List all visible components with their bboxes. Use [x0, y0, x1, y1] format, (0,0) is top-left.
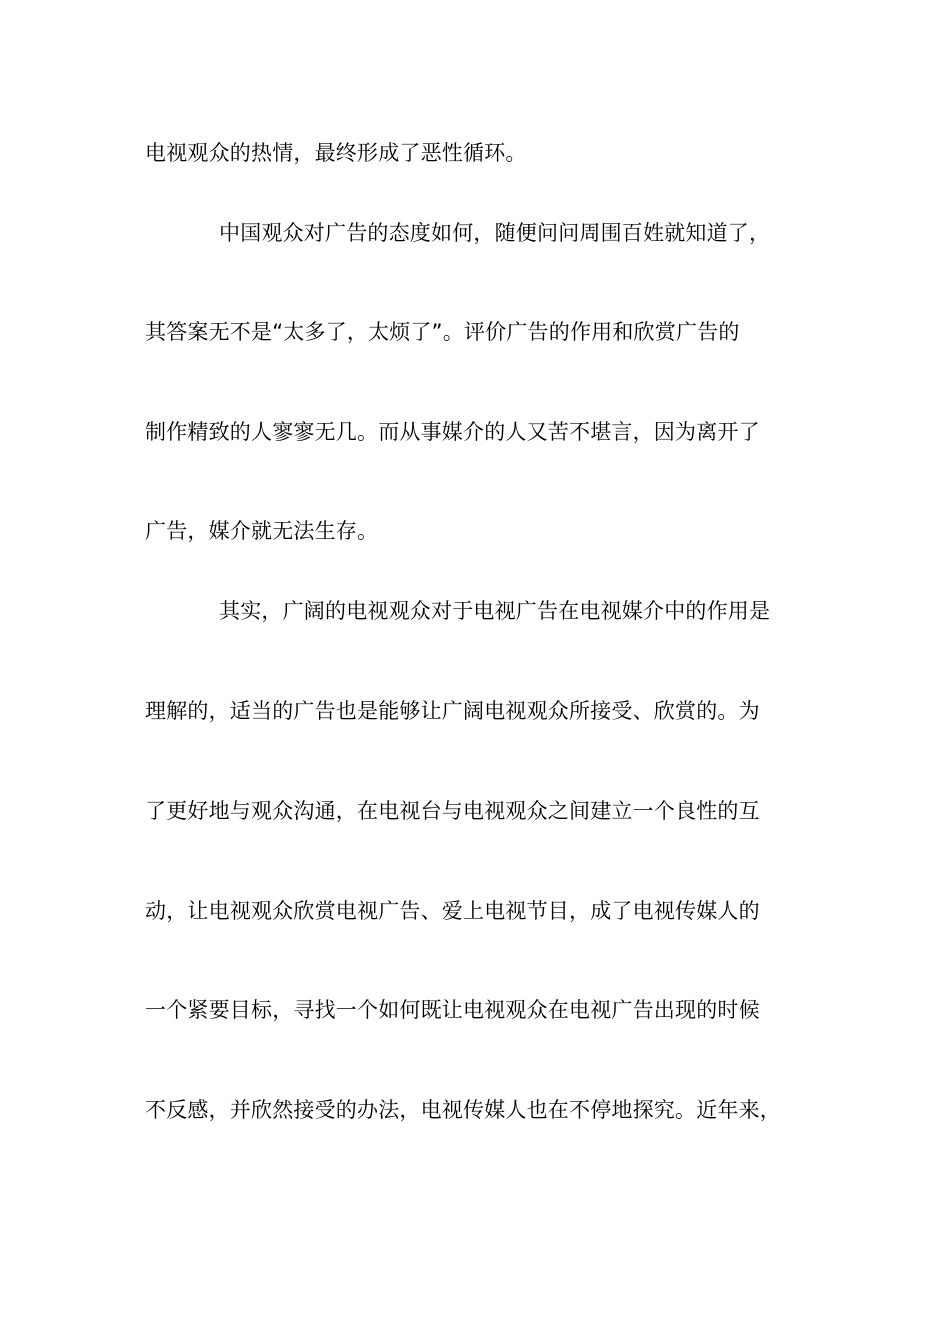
text-line-10: 一个紧要目标，寻找一个如何既让电视观众在电视广告出现的时候	[145, 998, 760, 1022]
text-line-9: 动，让电视观众欣赏电视广告、爱上电视节目，成了电视传媒人的	[145, 899, 760, 923]
text-line-11: 不反感，并欣然接受的办法，电视传媒人也在不停地探究。近年来，	[145, 1098, 781, 1122]
text-line-5: 广告，媒介就无法生存。	[145, 519, 379, 543]
text-line-4: 制作精致的人寥寥无几。而从事媒介的人又苦不堪言，因为离开了	[145, 420, 760, 444]
text-line-1: 电视观众的热情，最终形成了恶性循环。	[145, 141, 527, 165]
text-line-7: 理解的，适当的广告也是能够让广阔电视观众所接受、欣赏的。为	[145, 699, 760, 723]
text-line-8: 了更好地与观众沟通，在电视台与电视观众之间建立一个良性的互	[145, 799, 760, 823]
text-line-3: 其答案无不是“太多了，太烦了”。评价广告的作用和欣赏广告的	[145, 320, 740, 344]
paragraph-start-line: 中国观众对广告的态度如何，随便问问周围百姓就知道了，	[219, 221, 771, 245]
paragraph-start-line: 其实，广阔的电视观众对于电视广告在电视媒介中的作用是	[219, 599, 771, 623]
